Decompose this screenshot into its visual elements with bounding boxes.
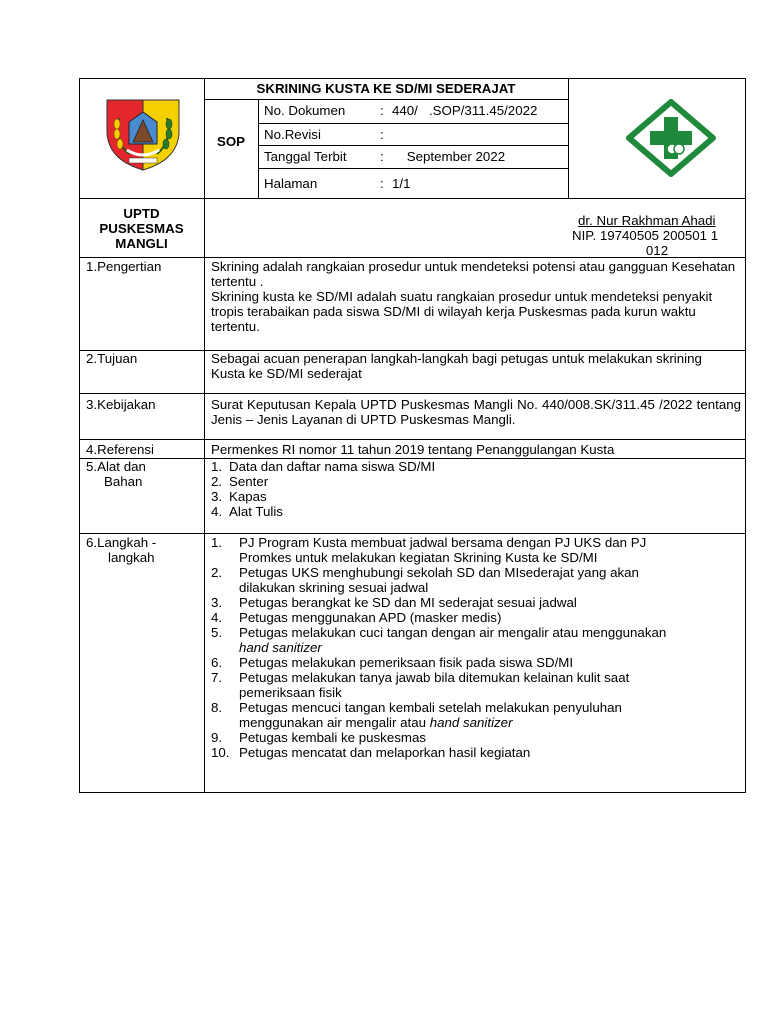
step-line	[239, 715, 741, 730]
list-item	[211, 489, 731, 504]
section-label-pengertian: 1.Pengertian	[86, 259, 162, 274]
item-number: 2.	[211, 474, 223, 489]
step-italic: hand sanitizer	[239, 640, 322, 655]
step-number: 4.	[211, 610, 223, 625]
field-value: 440/ .SOP/311.45/2022	[392, 103, 538, 118]
step-number: 3.	[211, 595, 223, 610]
puskesmas-logo	[626, 99, 716, 177]
step-number: 8.	[211, 700, 223, 715]
step-line: Petugas melakukan tanya jawab bila ditemukan kelainan kulit saat	[239, 670, 630, 685]
list-item	[211, 459, 731, 474]
item-number: 1.	[211, 459, 223, 474]
regency-emblem-logo	[105, 98, 181, 172]
step-item	[211, 565, 741, 595]
field-label: Tanggal Terbit	[264, 149, 347, 164]
item-text: Kapas	[229, 489, 267, 504]
pengertian-paragraph: Skrining kusta ke SD/MI adalah suatu rangkaian prosedur untuk mendeteksi penyakit tropis terabaikan pada siswa SD/MI di wilayah kerja Puskesmas pada kurun waktu tertentu.	[211, 289, 713, 334]
step-line: pemeriksaan fisik	[239, 685, 342, 700]
field-value: September 2022	[392, 149, 506, 164]
step-number: 10.	[211, 745, 230, 760]
section-label-tujuan: 2.Tujuan	[86, 351, 138, 366]
step-line: Petugas kembali ke puskesmas	[239, 730, 426, 745]
step-number: 5.	[211, 625, 223, 640]
kebijakan-text: Surat Keputusan Kepala UPTD Puskesmas Mangli No. 440/008.SK/311.45 /2022 tentang Jenis – Jenis Layanan di UPTD Puskesmas Mangli.	[211, 397, 741, 427]
signatory-nip: NIP. 19740505 200501 1	[572, 228, 719, 243]
field-label: No.Revisi	[264, 127, 321, 142]
step-italic: hand sanitizer	[429, 715, 513, 730]
section-label-langkah: 6.Langkah -	[86, 535, 157, 550]
field-sep: :	[380, 127, 384, 142]
field-sep: :	[380, 103, 384, 118]
step-line: Petugas melakukan cuci tangan dengan air mengalir atau menggunakan	[239, 625, 667, 640]
document-title: SKRINING KUSTA KE SD/MI SEDERAJAT	[256, 81, 516, 96]
step-item	[211, 700, 741, 730]
field-label: No. Dokumen	[264, 103, 346, 118]
step-line: Petugas UKS menghubungi sekolah SD dan MIsederajat yang akan	[239, 565, 639, 580]
org-line: PUSKESMAS	[99, 221, 184, 236]
step-item	[211, 595, 741, 610]
step-line: Petugas mencuci tangan kembali setelah melakukan penyuluhan	[239, 700, 622, 715]
list-item	[211, 504, 731, 519]
langkah-list	[211, 535, 741, 760]
step-text: menggunakan air mengalir atau	[239, 715, 430, 730]
item-number: 4.	[211, 504, 223, 519]
org-line: UPTD	[123, 206, 160, 221]
step-item	[211, 670, 741, 700]
item-text: Alat Tulis	[229, 504, 283, 519]
pengertian-text	[211, 259, 741, 334]
field-label: Halaman	[264, 176, 318, 191]
step-number: 6.	[211, 655, 223, 670]
step-item	[211, 535, 741, 565]
tujuan-text: Sebagai acuan penerapan langkah-langkah bagi petugas untuk melakukan skrining Kusta ke SD/MI sederajat	[211, 351, 702, 381]
sop-label: SOP	[216, 134, 246, 149]
field-sep: :	[380, 176, 384, 191]
step-number: 1.	[211, 535, 223, 550]
step-number: 9.	[211, 730, 223, 745]
step-item	[211, 625, 741, 655]
org-line: MANGLI	[115, 236, 168, 251]
item-text: Data dan daftar nama siswa SD/MI	[229, 459, 436, 474]
step-number: 2.	[211, 565, 223, 580]
signatory-nip-cont: 012	[645, 243, 669, 258]
list-item	[211, 474, 731, 489]
section-label-referensi: 4.Referensi	[86, 442, 154, 457]
step-line: Petugas menggunakan APD (masker medis)	[239, 610, 502, 625]
pengertian-paragraph: Skrining adalah rangkaian prosedur untuk mendeteksi potensi atau gangguan Kesehatan tertentu .	[211, 259, 736, 289]
step-line	[239, 640, 741, 655]
item-text: Senter	[229, 474, 269, 489]
step-line: Petugas berangkat ke SD dan MI sederajat sesuai jadwal	[239, 595, 577, 610]
step-line: Petugas mencatat dan melaporkan hasil kegiatan	[239, 745, 531, 760]
section-label-kebijakan: 3.Kebijakan	[86, 397, 156, 412]
step-item	[211, 655, 741, 670]
step-line: Promkes untuk melakukan kegiatan Skrining Kusta ke SD/MI	[239, 550, 598, 565]
field-sep: :	[380, 149, 384, 164]
step-item	[211, 730, 741, 745]
alat-list	[211, 459, 731, 519]
signatory-name: dr. Nur Rakhman Ahadi	[578, 213, 716, 228]
step-line: PJ Program Kusta membuat jadwal bersama dengan PJ UKS dan PJ	[239, 535, 647, 550]
item-number: 3.	[211, 489, 223, 504]
referensi-text: Permenkes RI nomor 11 tahun 2019 tentang Penanggulangan Kusta	[211, 442, 615, 457]
step-line: Petugas melakukan pemeriksaan fisik pada siswa SD/MI	[239, 655, 574, 670]
section-label-alat: 5.Alat dan	[86, 459, 146, 474]
field-value: 1/1	[392, 176, 411, 191]
step-item	[211, 745, 741, 760]
section-label-langkah-cont: langkah	[108, 550, 155, 565]
step-number: 7.	[211, 670, 223, 685]
step-line: dilakukan skrining sesuai jadwal	[239, 580, 429, 595]
step-item	[211, 610, 741, 625]
section-label-alat-cont: Bahan	[104, 474, 143, 489]
